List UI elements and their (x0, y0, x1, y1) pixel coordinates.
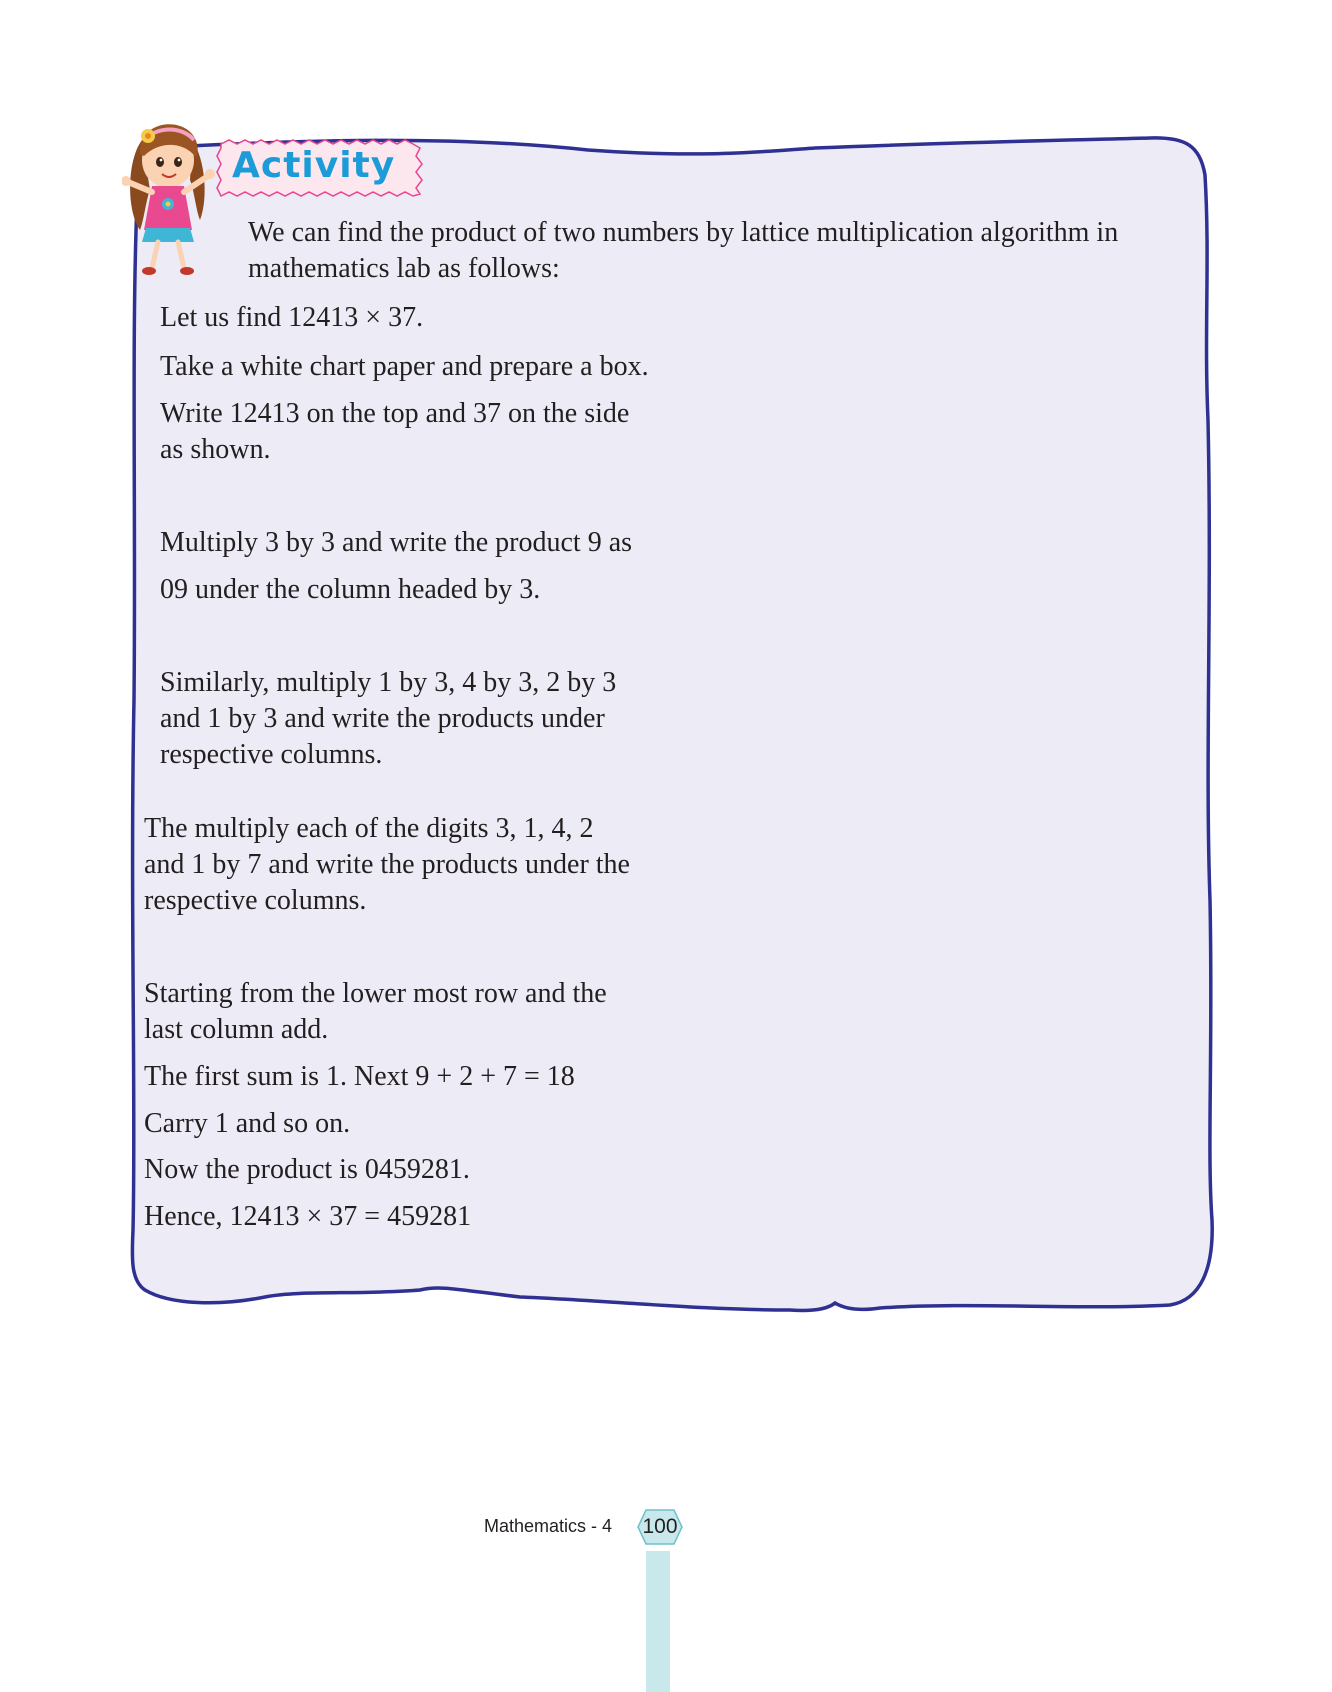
step-text: Hence, 12413 × 37 = 459281 (144, 1201, 472, 1232)
step-text: as shown. (160, 434, 271, 465)
step-text: 09 under the column headed by 3. (160, 574, 541, 605)
step-text: Now the product is 0459281. (144, 1154, 470, 1185)
page-number: 100 (642, 1515, 678, 1538)
activity-title: Activity (232, 145, 396, 186)
step-text: The first sum is 1. Next 9 + 2 + 7 = 18 (144, 1061, 575, 1092)
step-text: last column add. (144, 1014, 329, 1045)
step-text: Let us find 12413 × 37. (160, 302, 424, 333)
step-text: Take a white chart paper and prepare a box. (160, 351, 649, 382)
step-text: respective columns. (144, 885, 367, 916)
intro-line-1: We can find the product of two numbers by lattice multiplication algorithm in (248, 217, 1119, 248)
girl-mascot-icon (122, 120, 232, 280)
step-text: Carry 1 and so on. (144, 1108, 351, 1139)
step-text: and 1 by 3 and write the products under (160, 703, 605, 734)
step-text: The multiply each of the digits 3, 1, 4, 2 (144, 813, 594, 844)
intro-line-2: mathematics lab as follows: (248, 253, 560, 284)
step-text: Starting from the lower most row and the (144, 978, 607, 1009)
step-text: respective columns. (160, 739, 383, 770)
page-strip (646, 1551, 670, 1692)
step-text: and 1 by 7 and write the products under the (144, 849, 630, 880)
step-text: Multiply 3 by 3 and write the product 9 as (160, 527, 633, 558)
footer-book-title: Mathematics - 4 (484, 1516, 613, 1536)
step-text: Similarly, multiply 1 by 3, 4 by 3, 2 by 3 (160, 667, 617, 698)
step-text: Write 12413 on the top and 37 on the side (160, 398, 630, 429)
